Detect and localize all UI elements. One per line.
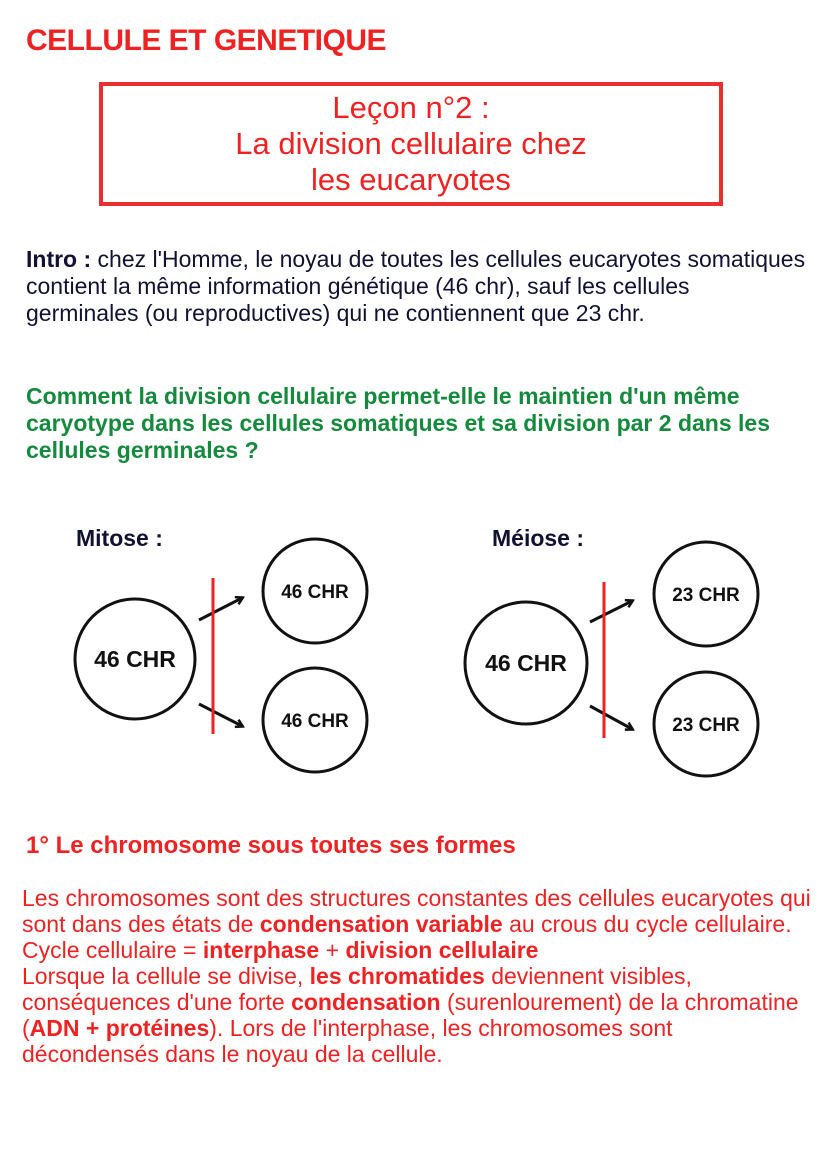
body-paragraph-3 [22,963,812,1067]
keyword: interphase [202,937,320,963]
text-span: au crous du cycle cellulaire. [502,911,792,937]
lesson-subject-line1: La division cellulaire chez [235,126,587,161]
intro-label: Intro : [26,246,92,272]
keyword: les chromatides [309,963,485,989]
lesson-number: Leçon n°2 : [332,90,490,125]
meiosis-arrow-top [590,601,632,622]
mitosis-parent-label: 46 CHR [94,646,176,672]
mitosis-arrow-bottom [199,704,242,726]
lesson-title-box [99,82,723,206]
mitosis-arrow-top [199,598,242,620]
keyword: ADN + protéines [29,1015,210,1041]
meiosis-label: Méiose : [492,525,585,551]
mitosis-daughter-label-bottom: 46 CHR [281,711,349,732]
keyword: condensation [291,989,441,1015]
text-span: Lorsque la cellule se divise, [22,963,310,989]
body-paragraph-1 [22,885,812,937]
mitosis-daughter-label-top: 46 CHR [281,582,349,603]
section-1-title: 1° Le chromosome sous toutes ses formes [26,832,516,859]
meiosis-parent-label: 46 CHR [485,650,567,676]
text-span: Les chromosomes sont des structures constantes des cellules eucaryotes qui sont dans des états de [22,885,811,937]
meiosis-daughter-label-top: 23 CHR [672,585,740,606]
text-span: deviennent visibles, conséquences d'une forte [22,963,692,1015]
keyword: condensation variable [259,911,503,937]
keyword: division cellulaire [345,937,539,963]
mitosis-label: Mitose : [76,525,163,551]
intro-text: chez l'Homme, le noyau de toutes les cellules eucaryotes somatiques contient la même information génétique (46 chr), sauf les cellules germinales (ou reproductives) qui ne contiennent que 23 chr. [26,246,806,326]
text-span: Cycle cellulaire = [22,937,203,963]
lesson-subject-line2: les eucaryotes [311,162,511,197]
body-paragraph-2 [22,937,812,963]
text-span: ). Lors de l'interphase, les chromosomes sont décondensés dans le noyau de la cellule. [22,1015,673,1067]
meiosis-daughter-label-bottom: 23 CHR [672,715,740,736]
division-diagram [0,510,828,810]
text-span: + [319,937,346,963]
section-1-body [22,885,812,1067]
problem-question: Comment la division cellulaire permet-elle le maintien d'un même caryotype dans les cellules somatiques et sa division par 2 dans les cellules germinales ? [26,383,770,463]
text-span: (surenlourement) de la chromatine ( [22,989,799,1041]
intro-paragraph [26,246,806,327]
page-title: CELLULE ET GENETIQUE [26,24,387,57]
meiosis-arrow-bottom [590,706,632,729]
